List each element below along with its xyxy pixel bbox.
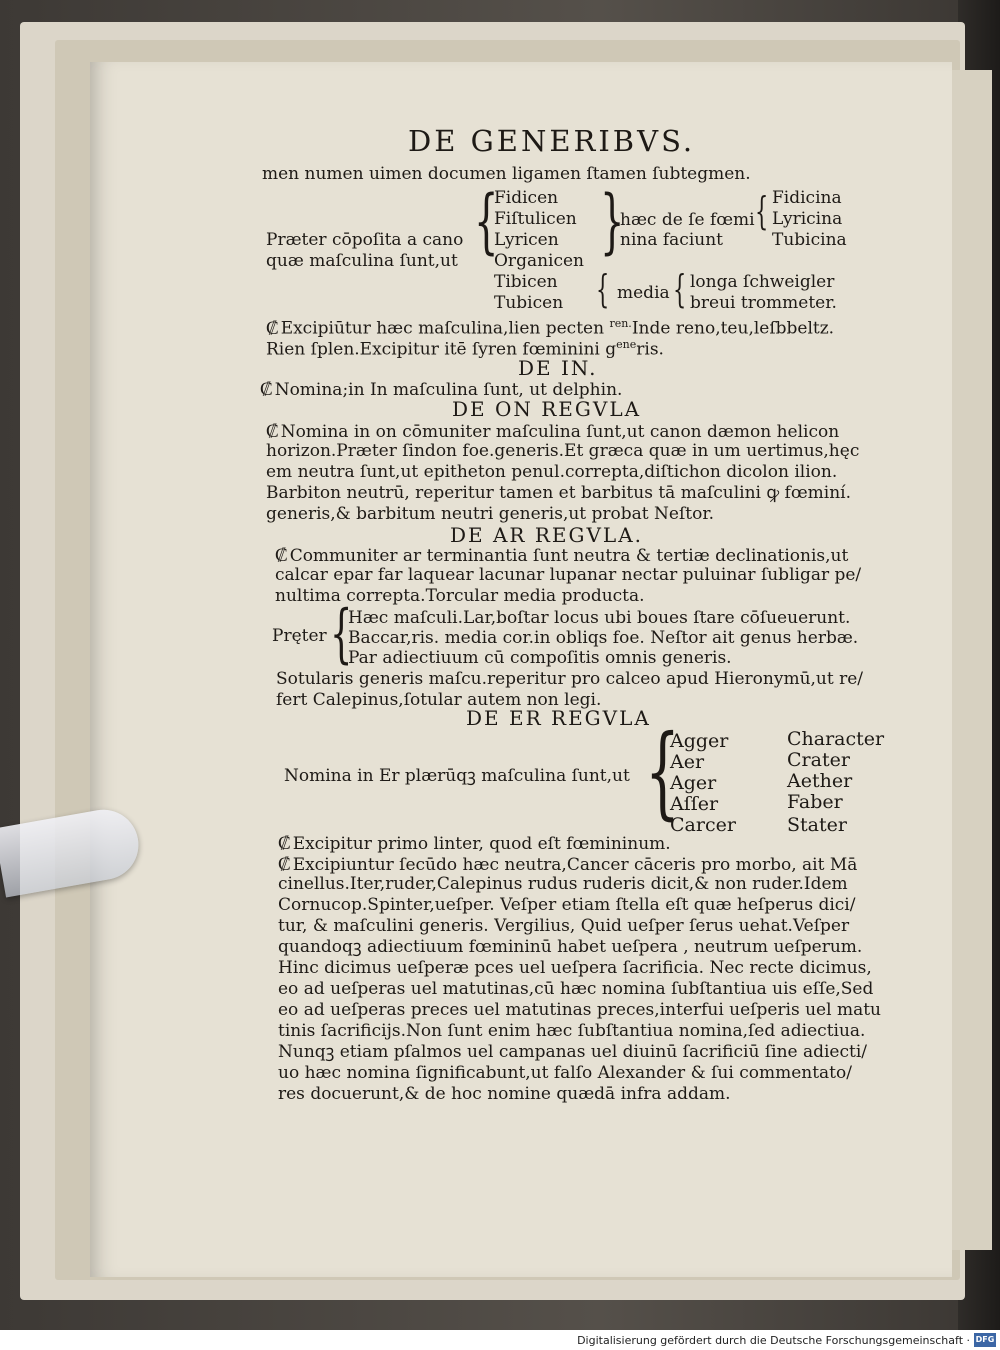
left-brace: { bbox=[330, 597, 353, 671]
er-exception-2-line: quandoqꝫ adiectiuum fœmininū habet ueſpera , neutrum ueſperum. bbox=[278, 937, 863, 957]
excipitur-line-2: Rien ſplen.Excipitur itē ſyren fœminini $g^{ene}ris$. bbox=[266, 338, 664, 360]
er-word: Aſſer bbox=[670, 793, 719, 815]
left-brace: { bbox=[596, 267, 610, 311]
left-brace: { bbox=[474, 180, 499, 262]
right-brace: } bbox=[600, 180, 625, 262]
fidicen-mid-text: nina faciunt bbox=[620, 230, 723, 250]
er-word: Ager bbox=[670, 772, 717, 794]
fidicina-item: Lyricina bbox=[772, 209, 843, 229]
preter-label: Pręter bbox=[272, 626, 327, 646]
paragraph-mark: ₡ bbox=[260, 378, 273, 400]
er-word: Stater bbox=[787, 814, 847, 836]
fidicina-item: Tubicina bbox=[772, 230, 847, 250]
on-line: ₡ Nomina in on cōmuniter maſculina ſunt,ut canon dæmon helicon bbox=[266, 420, 840, 442]
er-exception-2-line: Cornucop.Spinter,ueſper. Veſper etiam ſtella eſt quæ heſperus dici/ bbox=[278, 895, 856, 915]
er-exception-2-line: tur, & maſculini generis. Vergilius, Quid ueſper ſerus uehat.Veſper bbox=[278, 916, 850, 936]
er-word: Carcer bbox=[670, 814, 736, 836]
er-exception-2-line: Hinc dicimus ueſperæ pces uel ueſpera ſacrificia. Nec recte dicimus, bbox=[278, 958, 872, 978]
intro-line: men numen uimen documen ligamen ſtamen ſubtegmen. bbox=[262, 164, 751, 184]
dfg-credit: Digitalisierung gefördert durch die Deutsche Forschungsgemeinschaft · bbox=[577, 1334, 970, 1347]
paragraph-mark: ₡ bbox=[278, 832, 291, 854]
fidicen-item: Lyricen bbox=[494, 230, 559, 250]
media-label: media bbox=[617, 283, 670, 303]
fidicen-mid-text: hæc de ſe fœmi bbox=[620, 210, 755, 230]
preter-line: Par adiectiuum cū compoſitis omnis generis. bbox=[348, 648, 732, 668]
er-exception-1: ₡ Excipitur primo linter, quod eſt fœmininum. bbox=[278, 832, 671, 854]
er-word: Aether bbox=[787, 770, 853, 792]
running-head: DE GENERIBVS. bbox=[408, 124, 696, 158]
er-word: Faber bbox=[787, 791, 843, 813]
sotularis-line: fert Calepinus,ſotular autem non legi. bbox=[276, 690, 602, 710]
er-exception-2-line: tinis ſacrificijs.Non ſunt enim hæc ſubſtantiua nomina,ſed adiectiua. bbox=[278, 1021, 866, 1041]
tibicen-item: Tibicen bbox=[494, 272, 558, 292]
er-intro: Nomina in Er plærūqꝫ maſculina ſunt,ut bbox=[284, 766, 630, 786]
er-exception-2-line: Nunqꝫ etiam pſalmos uel campanas uel diuinū ſacrificiū ſine adiecti/ bbox=[278, 1042, 868, 1062]
fidicen-left-text-2: quæ maſculina ſunt,ut bbox=[266, 251, 458, 271]
er-exception-2-line: res docuerunt,& de hoc nomine quædā infra addam. bbox=[278, 1084, 731, 1104]
fidicen-item: Organicen bbox=[494, 251, 584, 271]
er-word: Agger bbox=[670, 730, 729, 752]
fidicen-item: Fiſtulicen bbox=[494, 209, 577, 229]
dfg-logo-icon: DFG bbox=[974, 1333, 996, 1347]
trumpet-term: longa ſchweigler bbox=[690, 272, 835, 292]
left-brace: { bbox=[755, 189, 769, 233]
er-exception-2-line: eo ad ueſperas uel matutinas,cū hæc nomina ſubſtantiua uis eſſe,Sed bbox=[278, 979, 874, 999]
paragraph-mark: ₡ bbox=[266, 420, 279, 442]
left-brace: { bbox=[673, 267, 687, 311]
er-exception-2-line: uo hæc nomina ſignificabunt,ut falſo Alexander & ſui commentato/ bbox=[278, 1063, 852, 1083]
er-exception-2-line: ₡ Excipiuntur ſecūdo hæc neutra,Cancer cāceris pro morbo, ait Mā bbox=[278, 853, 858, 875]
book-page bbox=[90, 62, 952, 1277]
er-word: Aer bbox=[670, 751, 705, 773]
er-word: Crater bbox=[787, 749, 850, 771]
fidicina-item: Fidicina bbox=[772, 188, 842, 208]
paragraph-mark: ₡ bbox=[275, 544, 288, 566]
er-word: Character bbox=[787, 728, 885, 750]
on-line: em neutra ſunt,ut epitheton penul.correpta,diſtichon dicolon ilion. bbox=[266, 462, 838, 482]
paragraph-mark: ₡ bbox=[278, 853, 291, 875]
left-brace: { bbox=[645, 713, 680, 830]
fidicen-left-text-1: Præter cōpoſita a cano bbox=[266, 230, 464, 250]
on-line: generis,& barbitum neutri generis,ut probat Neſtor. bbox=[266, 504, 714, 524]
footer-bar bbox=[0, 1330, 1000, 1350]
on-line: Barbiton neutrū, reperitur tamen et barbitus tā maſculini ꝙ fœminí. bbox=[266, 483, 852, 503]
paragraph-mark: ₡ bbox=[266, 316, 279, 339]
heading-ar: DE AR REGVLA. bbox=[450, 523, 644, 547]
er-exception-2-line: eo ad ueſperas preces uel matutinas preces,interfui ueſperis uel matu bbox=[278, 1000, 881, 1020]
heading-er: DE ER REGVLA bbox=[466, 706, 651, 730]
preter-line: Baccar,ris. media cor.in obliqs foe. Neſtor ait genus herbæ. bbox=[348, 628, 859, 648]
sotularis-line: Sotularis generis maſcu.reperitur pro calceo apud Hieronymū,ut re/ bbox=[276, 669, 864, 689]
on-line: horizon.Præter ſindon foe.generis.Et græca quæ in um uertimus,hęc bbox=[266, 441, 860, 461]
ar-line: calcar epar far laquear lacunar lupanar nectar puluinar ſubligar pe/ bbox=[275, 565, 862, 585]
heading-on: DE ON REGVLA bbox=[452, 397, 642, 421]
trumpet-term: breui trommeter. bbox=[690, 293, 837, 313]
heading-in: DE IN. bbox=[518, 356, 598, 380]
in-rule: ₡ Nomina;in In maſculina ſunt, ut delphin. bbox=[260, 378, 623, 400]
er-exception-2-line: cinellus.Iter,ruder,Calepinus rudus ruderis dicit,& non ruder.Idem bbox=[278, 874, 848, 894]
tibicen-item: Tubicen bbox=[494, 293, 564, 313]
preter-line: Hæc maſculi.Lar,boſtar locus ubi boues ſtare cōſueuerunt. bbox=[348, 608, 851, 628]
fidicen-item: Fidicen bbox=[494, 188, 559, 208]
excipitur-line-1: ₡ Excipiūtur hæc maſculina,lien pecten $^{ren.}$Inde reno,teu,leſbbeltz. bbox=[266, 316, 835, 339]
ar-line: ₡ Communiter ar terminantia ſunt neutra & tertiæ declinationis,ut bbox=[275, 544, 849, 566]
ar-line: nultima correpta.Torcular media producta. bbox=[275, 586, 645, 606]
